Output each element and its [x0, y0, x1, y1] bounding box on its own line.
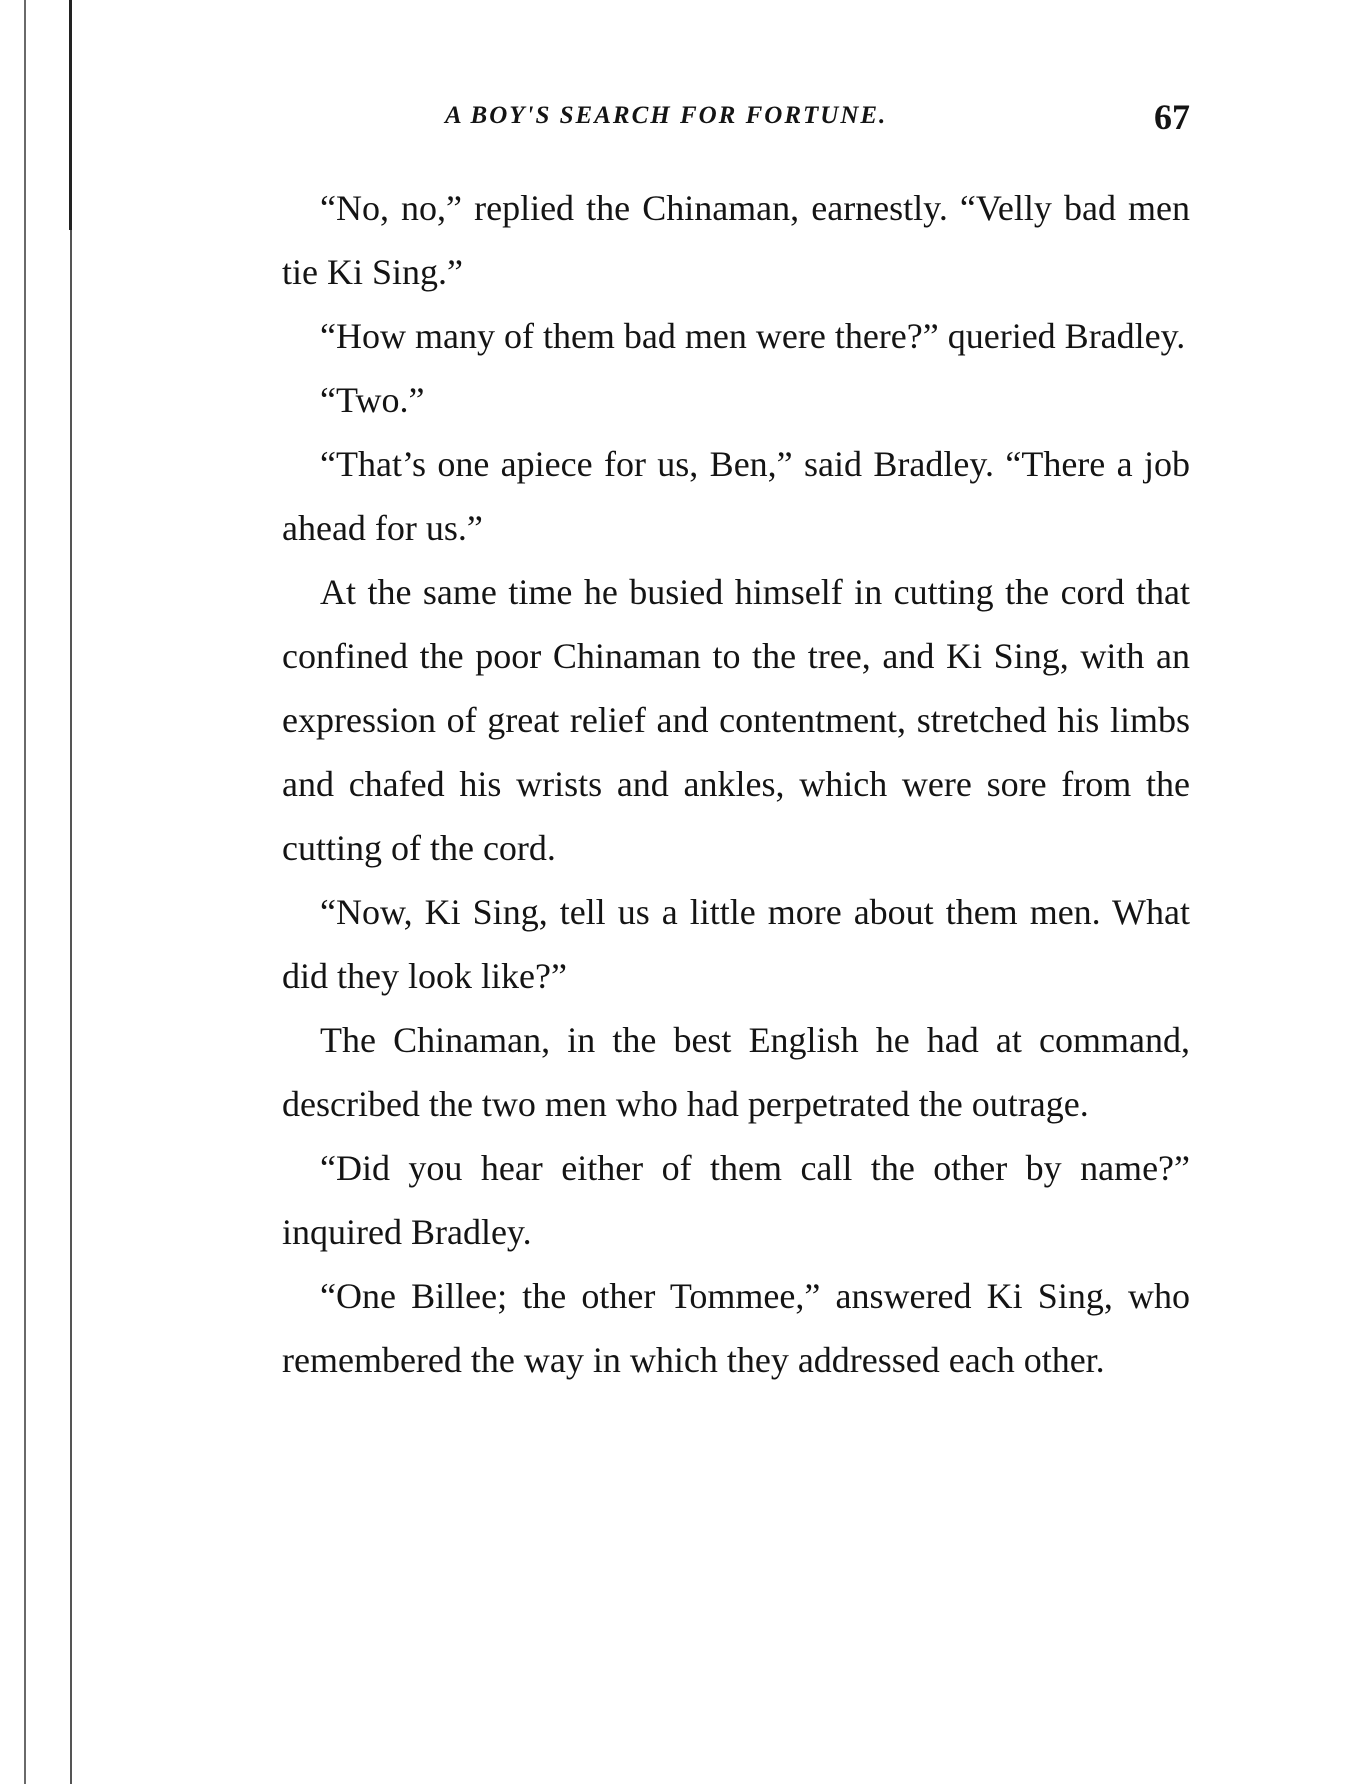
gutter-edge-line: [24, 0, 26, 1784]
body-text: [282, 176, 1190, 1392]
paragraph: “Did you hear either of them call the other by name?” inquired Bradley.: [282, 1148, 1190, 1252]
paragraph: At the same time he busied himself in cutting the cord that confined the poor Chinaman to the tree, and Ki Sing, with an expression of great relief and contentment, stretched his limbs and chafed his wrists and ankles, which were sore from the cutting of the cord.: [282, 572, 1190, 868]
paragraph: “No, no,” replied the Chinaman, earnestly. “Velly bad men tie Ki Sing.”: [282, 188, 1190, 292]
running-head: [445, 96, 1190, 136]
running-title: A BOY'S SEARCH FOR FORTUNE.: [445, 102, 888, 129]
paragraph: “One Billee; the other Tommee,” answered Ki Sing, who remembered the way in which they addressed each other.: [282, 1276, 1190, 1380]
page-number: 67: [1154, 97, 1190, 137]
paragraph: “Two.”: [320, 380, 425, 420]
paragraph: The Chinaman, in the best English he had at command, described the two men who had perpetrated the outrage.: [282, 1020, 1190, 1124]
paragraph: “How many of them bad men were there?” queried Bradley.: [320, 316, 1186, 356]
binding-line: [69, 0, 72, 230]
paragraph: “That’s one apiece for us, Ben,” said Bradley. “There a job ahead for us.”: [282, 444, 1190, 548]
paragraph: “Now, Ki Sing, tell us a little more about them men. What did they look like?”: [282, 892, 1190, 996]
binding-line-lower: [70, 230, 72, 1784]
